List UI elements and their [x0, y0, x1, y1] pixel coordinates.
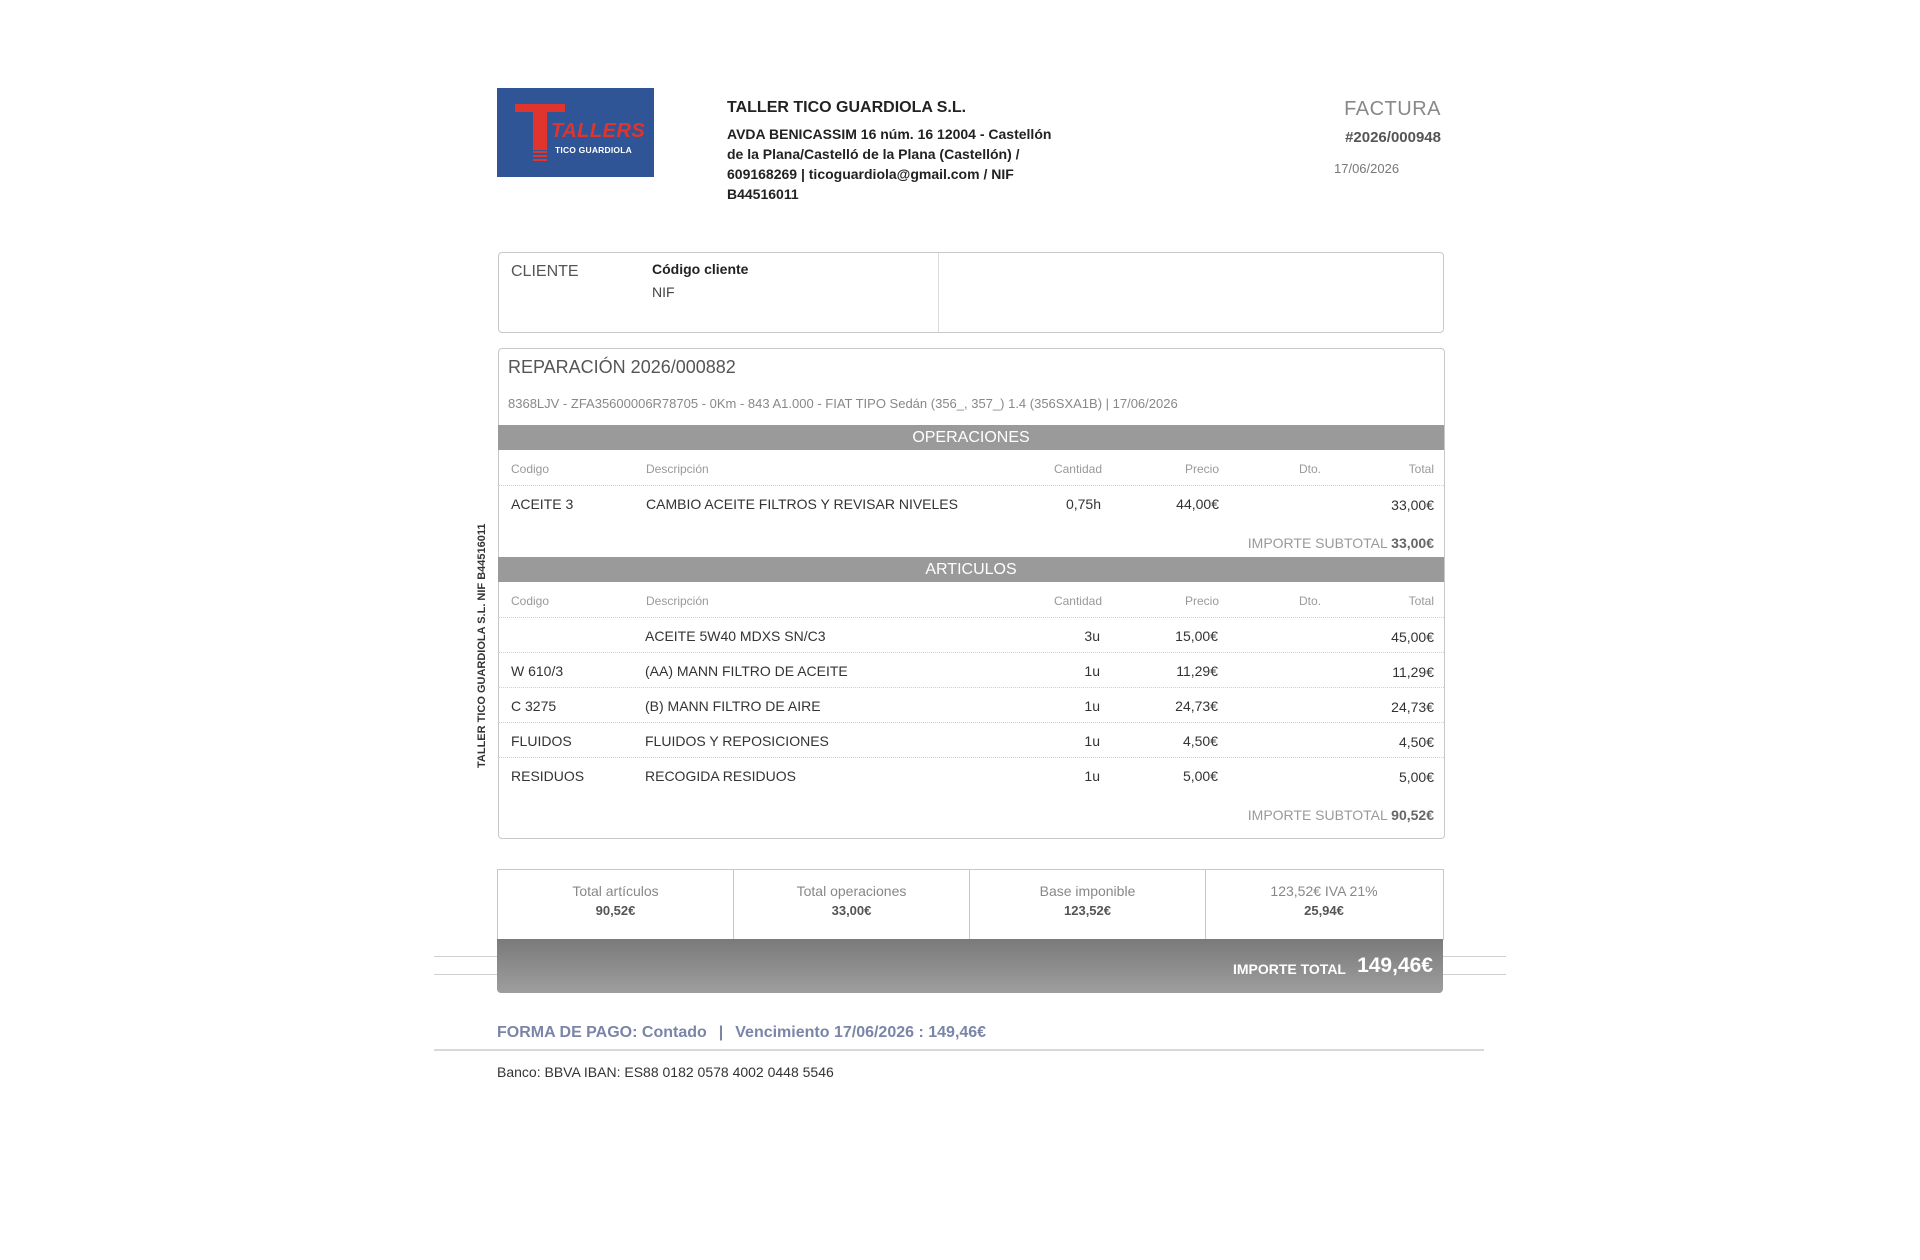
- row-total: 11,29€: [1392, 664, 1434, 680]
- row-price: 24,73€: [1175, 698, 1218, 714]
- operations-subtotal: [1248, 535, 1434, 551]
- row-divider: [498, 485, 1444, 486]
- totals-box: [497, 869, 1444, 940]
- base-imponible: [970, 870, 1205, 939]
- total-operations-value: 33,00€: [831, 903, 872, 918]
- payment-due: Vencimiento 17/06/2026 : 149,46€: [735, 1024, 987, 1041]
- invoice-title: FACTURA: [1344, 98, 1441, 120]
- col-description-header: Descripción: [646, 594, 709, 608]
- row-quantity: 3u: [1084, 628, 1100, 644]
- row-description: (AA) MANN FILTRO DE ACEITE: [645, 663, 848, 679]
- row-price: 5,00€: [1182, 768, 1218, 784]
- company-logo: [497, 88, 654, 177]
- row-divider: [498, 722, 1444, 723]
- row-total: 24,73€: [1391, 699, 1434, 715]
- row-divider: [498, 652, 1444, 653]
- company-address: [727, 124, 1087, 204]
- row-divider: [498, 617, 1444, 618]
- total-operations-label: Total operaciones: [796, 883, 907, 899]
- col-discount-header: Dto.: [1298, 462, 1321, 476]
- client-box: [498, 252, 1444, 333]
- client-code-label: Código cliente: [652, 261, 749, 277]
- iva-label: 123,52€ IVA 21%: [1270, 883, 1378, 899]
- grand-total-bar: [497, 939, 1443, 993]
- total-articles: [498, 870, 733, 939]
- logo-subtext: TICO GUARDIOLA: [555, 145, 632, 155]
- client-divider: [938, 253, 939, 332]
- logo-ticks: [533, 151, 547, 163]
- row-code: FLUIDOS: [511, 733, 572, 749]
- grand-total-value: 149,46€: [1357, 954, 1433, 977]
- company-name: TALLER TICO GUARDIOLA S.L.: [727, 99, 967, 116]
- bank-info: Banco: BBVA IBAN: ES88 0182 0578 4002 0448 5546: [497, 1064, 834, 1080]
- row-divider: [498, 757, 1444, 758]
- row-code: C 3275: [511, 698, 557, 714]
- articles-subtotal: [1248, 807, 1434, 823]
- client-label: CLIENTE: [511, 263, 579, 280]
- repair-title: REPARACIÓN 2026/000882: [508, 357, 736, 377]
- row-description: ACEITE 5W40 MDXS SN/C3: [645, 628, 826, 644]
- row-description: FLUIDOS Y REPOSICIONES: [645, 733, 829, 749]
- col-discount-header: Dto.: [1298, 594, 1321, 608]
- side-company-text: TALLER TICO GUARDIOLA S.L. NIF B44516011: [476, 523, 488, 768]
- row-description: (B) MANN FILTRO DE AIRE: [645, 698, 821, 714]
- logo-text: TALLERS: [551, 120, 646, 142]
- row-total: 5,00€: [1398, 769, 1434, 785]
- row-divider: [498, 687, 1444, 688]
- total-articles-value: 90,52€: [595, 903, 636, 918]
- invoice-date: 17/06/2026: [1334, 161, 1400, 176]
- iva: [1206, 870, 1442, 939]
- operations-band: OPERACIONES: [498, 425, 1444, 450]
- col-quantity-header: Cantidad: [1053, 594, 1102, 608]
- articles-band: ARTICULOS: [498, 557, 1444, 582]
- subtotal-value: 33,00€: [1391, 535, 1434, 551]
- client-nif-label: NIF: [652, 284, 675, 300]
- grand-total-label: IMPORTE TOTAL: [1232, 961, 1346, 977]
- invoice-number: #2026/000948: [1345, 129, 1441, 146]
- vehicle-info: 8368LJV - ZFA35600006R78705 - 0Km - 843 A1.000 - FIAT TIPO Sedán (356_, 357_) 1.4 (356SXA1B) | 17/06/2026: [508, 396, 1178, 411]
- subtotal-label: IMPORTE SUBTOTAL: [1247, 807, 1388, 823]
- row-quantity: 1u: [1084, 733, 1100, 749]
- row-price: 44,00€: [1176, 496, 1219, 512]
- row-price: 15,00€: [1175, 628, 1218, 644]
- col-total-header: Total: [1408, 594, 1434, 608]
- subtotal-label: IMPORTE SUBTOTAL: [1247, 535, 1388, 551]
- payment-info: [497, 1024, 986, 1042]
- row-code: W 610/3: [511, 663, 564, 679]
- row-total: 45,00€: [1391, 629, 1434, 645]
- col-code-header: Codigo: [511, 594, 550, 608]
- address-line: de la Plana/Castelló de la Plana (Castellón) /: [727, 146, 1020, 162]
- row-quantity: 1u: [1084, 698, 1100, 714]
- row-price: 4,50€: [1182, 733, 1218, 749]
- iva-value: 25,94€: [1304, 903, 1344, 918]
- payment-method: FORMA DE PAGO: Contado: [497, 1024, 707, 1041]
- col-quantity-header: Cantidad: [1053, 462, 1102, 476]
- address-line: B44516011: [727, 186, 799, 202]
- total-articles-label: Total artículos: [572, 883, 659, 899]
- row-code: ACEITE 3: [511, 496, 574, 512]
- divider: [434, 1049, 1484, 1051]
- row-total: 4,50€: [1398, 734, 1434, 750]
- col-description-header: Descripción: [646, 462, 709, 476]
- logo-t-stem: [533, 110, 547, 150]
- row-quantity: 1u: [1084, 768, 1100, 784]
- base-imponible-value: 123,52€: [1064, 903, 1111, 918]
- row-description: CAMBIO ACEITE FILTROS Y REVISAR NIVELES: [646, 496, 958, 512]
- row-code: RESIDUOS: [511, 768, 585, 784]
- total-operations: [734, 870, 969, 939]
- col-price-header: Precio: [1184, 462, 1219, 476]
- row-quantity: 1u: [1084, 663, 1100, 679]
- base-imponible-label: Base imponible: [1039, 883, 1136, 899]
- col-price-header: Precio: [1184, 594, 1219, 608]
- payment-separator: |: [718, 1024, 724, 1041]
- row-total: 33,00€: [1391, 497, 1434, 513]
- col-code-header: Codigo: [511, 462, 550, 476]
- address-line: AVDA BENICASSIM 16 núm. 16 12004 - Castellón: [727, 126, 1052, 142]
- subtotal-value: 90,52€: [1391, 807, 1434, 823]
- address-line: 609168269 | ticoguardiola@gmail.com / NIF: [727, 166, 1014, 182]
- row-quantity: 0,75h: [1065, 496, 1101, 512]
- row-description: RECOGIDA RESIDUOS: [645, 768, 796, 784]
- col-total-header: Total: [1408, 462, 1434, 476]
- row-price: 11,29€: [1176, 663, 1218, 679]
